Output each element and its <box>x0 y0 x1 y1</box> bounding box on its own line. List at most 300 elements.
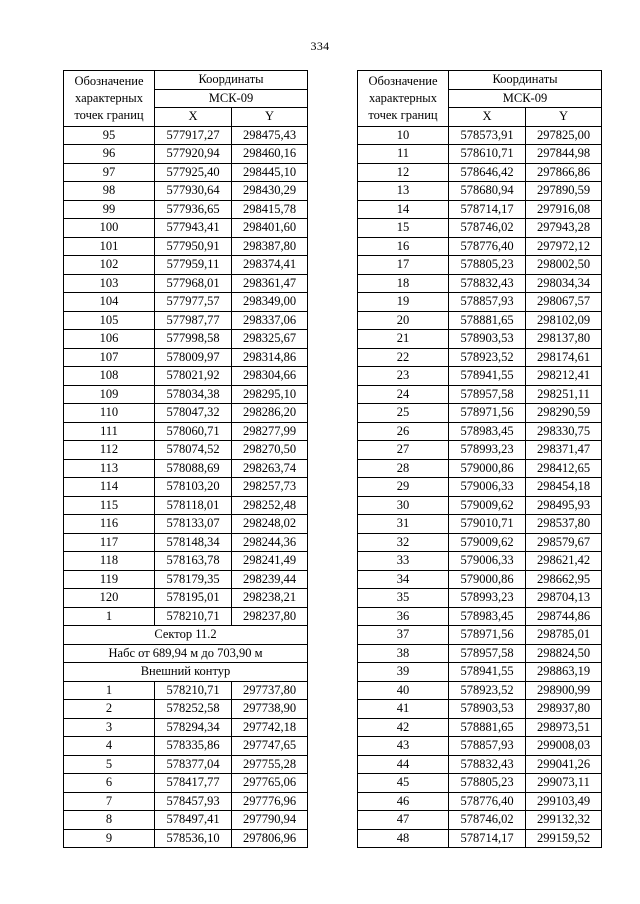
x-coordinate-cell: 577968,01 <box>155 274 232 293</box>
table-row <box>358 533 602 552</box>
point-number-cell: 26 <box>358 422 449 441</box>
designation-header-line: Обозначение <box>368 73 438 88</box>
y-coordinate-cell: 298252,48 <box>232 496 308 515</box>
y-coordinate-cell: 298248,02 <box>232 515 308 534</box>
table-row <box>64 718 308 737</box>
x-coordinate-cell: 577943,41 <box>155 219 232 238</box>
table-row <box>64 478 308 497</box>
designation-header-line: Обозначение <box>74 73 144 88</box>
y-coordinate-cell: 299103,49 <box>526 792 602 811</box>
x-coordinate-cell: 579009,62 <box>449 496 526 515</box>
table-row <box>358 496 602 515</box>
point-number-cell: 24 <box>358 385 449 404</box>
y-coordinate-cell: 298257,73 <box>232 478 308 497</box>
y-coordinate-cell: 298295,10 <box>232 385 308 404</box>
table-row <box>64 200 308 219</box>
x-coordinate-cell: 578252,58 <box>155 700 232 719</box>
y-coordinate-cell: 298412,65 <box>526 459 602 478</box>
table-row <box>64 829 308 848</box>
point-number-cell: 1 <box>64 681 155 700</box>
point-number-cell: 15 <box>358 219 449 238</box>
table-row <box>358 385 602 404</box>
page-number: 334 <box>310 39 330 53</box>
table-row <box>358 515 602 534</box>
table-row <box>358 126 602 145</box>
table-row <box>358 829 602 848</box>
table-row <box>358 367 602 386</box>
y-coordinate-cell: 298237,80 <box>232 607 308 626</box>
point-number-cell: 48 <box>358 829 449 848</box>
y-coordinate-cell: 298475,43 <box>232 126 308 145</box>
table-row <box>358 163 602 182</box>
y-coordinate-cell: 297890,59 <box>526 182 602 201</box>
coordinates-table-left <box>63 70 308 848</box>
table-row <box>358 237 602 256</box>
x-coordinate-cell: 578074,52 <box>155 441 232 460</box>
point-number-cell: 110 <box>64 404 155 423</box>
y-coordinate-cell: 299073,11 <box>526 774 602 793</box>
x-coordinate-cell: 578983,45 <box>449 422 526 441</box>
table-row <box>358 441 602 460</box>
point-number-cell: 104 <box>64 293 155 312</box>
table-row <box>358 792 602 811</box>
x-coordinate-cell: 577959,11 <box>155 256 232 275</box>
x-coordinate-cell: 577930,64 <box>155 182 232 201</box>
x-coordinate-cell: 578923,52 <box>449 348 526 367</box>
x-coordinate-cell: 578857,93 <box>449 293 526 312</box>
designation-header-line: характерных <box>369 90 437 105</box>
point-number-cell: 43 <box>358 737 449 756</box>
table-row <box>64 219 308 238</box>
table-row <box>358 589 602 608</box>
x-coordinate-cell: 578832,43 <box>449 274 526 293</box>
y-header: Y <box>526 108 602 127</box>
x-coordinate-cell: 578195,01 <box>155 589 232 608</box>
table-row <box>64 385 308 404</box>
x-header: X <box>449 108 526 127</box>
table-row <box>64 792 308 811</box>
point-number-cell: 6 <box>64 774 155 793</box>
y-coordinate-cell: 297972,12 <box>526 237 602 256</box>
y-coordinate-cell: 299159,52 <box>526 829 602 848</box>
table-row <box>64 182 308 201</box>
table-row <box>64 607 308 626</box>
point-number-cell: 44 <box>358 755 449 774</box>
point-number-cell: 22 <box>358 348 449 367</box>
y-coordinate-cell: 298744,86 <box>526 607 602 626</box>
point-number-cell: 4 <box>64 737 155 756</box>
y-coordinate-cell: 298387,80 <box>232 237 308 256</box>
y-coordinate-cell: 298371,47 <box>526 441 602 460</box>
table-row <box>64 126 308 145</box>
point-number-cell: 10 <box>358 126 449 145</box>
x-coordinate-cell: 578457,93 <box>155 792 232 811</box>
point-number-cell: 108 <box>64 367 155 386</box>
y-coordinate-cell: 298537,80 <box>526 515 602 534</box>
x-header: X <box>155 108 232 127</box>
point-number-cell: 2 <box>64 700 155 719</box>
y-coordinate-cell: 298034,34 <box>526 274 602 293</box>
x-coordinate-cell: 578971,56 <box>449 626 526 645</box>
x-coordinate-cell: 578047,32 <box>155 404 232 423</box>
point-number-cell: 32 <box>358 533 449 552</box>
y-coordinate-cell: 297747,65 <box>232 737 308 756</box>
x-coordinate-cell: 579009,62 <box>449 533 526 552</box>
x-coordinate-cell: 578179,35 <box>155 570 232 589</box>
x-coordinate-cell: 578210,71 <box>155 681 232 700</box>
point-number-cell: 7 <box>64 792 155 811</box>
table-row <box>358 311 602 330</box>
x-coordinate-cell: 578983,45 <box>449 607 526 626</box>
point-number-cell: 45 <box>358 774 449 793</box>
x-coordinate-cell: 578903,53 <box>449 330 526 349</box>
x-coordinate-cell: 578118,01 <box>155 496 232 515</box>
x-coordinate-cell: 578335,86 <box>155 737 232 756</box>
point-number-cell: 13 <box>358 182 449 201</box>
x-coordinate-cell: 578714,17 <box>449 200 526 219</box>
y-coordinate-cell: 298495,93 <box>526 496 602 515</box>
table-row <box>64 330 308 349</box>
y-coordinate-cell: 299008,03 <box>526 737 602 756</box>
table-row <box>64 681 308 700</box>
y-coordinate-cell: 298454,18 <box>526 478 602 497</box>
point-number-cell: 118 <box>64 552 155 571</box>
table-row <box>358 718 602 737</box>
point-number-cell: 113 <box>64 459 155 478</box>
x-coordinate-cell: 578610,71 <box>449 145 526 164</box>
table-row <box>64 496 308 515</box>
point-number-cell: 34 <box>358 570 449 589</box>
x-coordinate-cell: 578148,34 <box>155 533 232 552</box>
table-row <box>64 348 308 367</box>
table-row <box>64 515 308 534</box>
y-coordinate-cell: 297737,80 <box>232 681 308 700</box>
x-coordinate-cell: 579006,33 <box>449 552 526 571</box>
y-coordinate-cell: 298445,10 <box>232 163 308 182</box>
y-coordinate-cell: 298785,01 <box>526 626 602 645</box>
x-coordinate-cell: 578857,93 <box>449 737 526 756</box>
y-coordinate-cell: 299132,32 <box>526 811 602 830</box>
point-number-cell: 97 <box>64 163 155 182</box>
x-coordinate-cell: 578497,41 <box>155 811 232 830</box>
table-row <box>358 293 602 312</box>
y-coordinate-cell: 298460,16 <box>232 145 308 164</box>
point-number-cell: 16 <box>358 237 449 256</box>
point-number-cell: 96 <box>64 145 155 164</box>
x-coordinate-cell: 578573,91 <box>449 126 526 145</box>
y-coordinate-cell: 298662,95 <box>526 570 602 589</box>
table-row <box>358 570 602 589</box>
y-coordinate-cell: 298330,75 <box>526 422 602 441</box>
point-number-cell: 111 <box>64 422 155 441</box>
table-row <box>358 459 602 478</box>
x-coordinate-cell: 578163,78 <box>155 552 232 571</box>
point-number-cell: 17 <box>358 256 449 275</box>
y-coordinate-cell: 298212,41 <box>526 367 602 386</box>
table-row <box>358 681 602 700</box>
point-number-cell: 12 <box>358 163 449 182</box>
table-row <box>358 607 602 626</box>
point-number-cell: 23 <box>358 367 449 386</box>
x-coordinate-cell: 579000,86 <box>449 459 526 478</box>
x-coordinate-cell: 578680,94 <box>449 182 526 201</box>
y-coordinate-cell: 297755,28 <box>232 755 308 774</box>
y-coordinate-cell: 297844,98 <box>526 145 602 164</box>
y-coordinate-cell: 297916,08 <box>526 200 602 219</box>
point-number-cell: 103 <box>64 274 155 293</box>
x-coordinate-cell: 578009,97 <box>155 348 232 367</box>
point-number-cell: 42 <box>358 718 449 737</box>
designation-header <box>358 71 449 127</box>
x-coordinate-cell: 577987,77 <box>155 311 232 330</box>
y-coordinate-cell: 298263,74 <box>232 459 308 478</box>
x-coordinate-cell: 578034,38 <box>155 385 232 404</box>
point-number-cell: 102 <box>64 256 155 275</box>
point-number-cell: 100 <box>64 219 155 238</box>
y-coordinate-cell: 298579,67 <box>526 533 602 552</box>
designation-header-line: точек границ <box>74 107 144 122</box>
y-coordinate-cell: 298415,78 <box>232 200 308 219</box>
y-coordinate-cell: 297866,86 <box>526 163 602 182</box>
point-number-cell: 11 <box>358 145 449 164</box>
y-coordinate-cell: 297765,06 <box>232 774 308 793</box>
x-coordinate-cell: 578993,23 <box>449 441 526 460</box>
point-number-cell: 30 <box>358 496 449 515</box>
coordinates-header <box>155 71 308 90</box>
point-number-cell: 107 <box>64 348 155 367</box>
y-coordinate-cell: 298174,61 <box>526 348 602 367</box>
coordinates-header-line: Координаты <box>198 72 264 87</box>
x-coordinate-cell: 578103,20 <box>155 478 232 497</box>
y-coordinate-cell: 297943,28 <box>526 219 602 238</box>
point-number-cell: 41 <box>358 700 449 719</box>
x-coordinate-cell: 578971,56 <box>449 404 526 423</box>
point-number-cell: 31 <box>358 515 449 534</box>
x-coordinate-cell: 578993,23 <box>449 589 526 608</box>
x-coordinate-cell: 578377,04 <box>155 755 232 774</box>
point-number-cell: 35 <box>358 589 449 608</box>
y-coordinate-cell: 297825,00 <box>526 126 602 145</box>
table-row <box>358 256 602 275</box>
point-number-cell: 116 <box>64 515 155 534</box>
table-row <box>64 774 308 793</box>
coordinate-system-header: МСК-09 <box>155 89 308 108</box>
y-coordinate-cell: 299041,26 <box>526 755 602 774</box>
x-coordinate-cell: 577977,57 <box>155 293 232 312</box>
x-coordinate-cell: 578714,17 <box>449 829 526 848</box>
table-row <box>64 145 308 164</box>
y-coordinate-cell: 298277,99 <box>232 422 308 441</box>
table-row <box>64 570 308 589</box>
point-number-cell: 37 <box>358 626 449 645</box>
x-coordinate-cell: 577936,65 <box>155 200 232 219</box>
point-number-cell: 109 <box>64 385 155 404</box>
table-row <box>358 811 602 830</box>
x-coordinate-cell: 577920,94 <box>155 145 232 164</box>
table-row <box>358 422 602 441</box>
point-number-cell: 14 <box>358 200 449 219</box>
point-number-cell: 25 <box>358 404 449 423</box>
table-row <box>358 644 602 663</box>
x-coordinate-cell: 577950,91 <box>155 237 232 256</box>
point-number-cell: 9 <box>64 829 155 848</box>
y-coordinate-cell: 298863,19 <box>526 663 602 682</box>
table-row <box>64 274 308 293</box>
table-row <box>64 367 308 386</box>
point-number-cell: 39 <box>358 663 449 682</box>
x-coordinate-cell: 578746,02 <box>449 811 526 830</box>
table-row <box>64 293 308 312</box>
x-coordinate-cell: 577998,58 <box>155 330 232 349</box>
point-number-cell: 38 <box>358 644 449 663</box>
x-coordinate-cell: 578417,77 <box>155 774 232 793</box>
x-coordinate-cell: 578021,92 <box>155 367 232 386</box>
y-coordinate-cell: 298244,36 <box>232 533 308 552</box>
x-coordinate-cell: 578881,65 <box>449 718 526 737</box>
point-number-cell: 120 <box>64 589 155 608</box>
y-coordinate-cell: 298314,86 <box>232 348 308 367</box>
table-row <box>358 200 602 219</box>
table-row <box>64 552 308 571</box>
y-coordinate-cell: 298937,80 <box>526 700 602 719</box>
point-number-cell: 3 <box>64 718 155 737</box>
x-coordinate-cell: 578088,69 <box>155 459 232 478</box>
point-number-cell: 101 <box>64 237 155 256</box>
x-coordinate-cell: 578941,55 <box>449 663 526 682</box>
y-coordinate-cell: 298270,50 <box>232 441 308 460</box>
table-row <box>358 274 602 293</box>
y-coordinate-cell: 298290,59 <box>526 404 602 423</box>
y-coordinate-cell: 298304,66 <box>232 367 308 386</box>
x-coordinate-cell: 578646,42 <box>449 163 526 182</box>
x-coordinate-cell: 578941,55 <box>449 367 526 386</box>
y-coordinate-cell: 297806,96 <box>232 829 308 848</box>
table-row <box>358 145 602 164</box>
contour-title: Внешний контур <box>64 663 308 682</box>
point-number-cell: 21 <box>358 330 449 349</box>
table-row <box>64 755 308 774</box>
x-coordinate-cell: 578957,58 <box>449 644 526 663</box>
y-coordinate-cell: 298137,80 <box>526 330 602 349</box>
y-coordinate-cell: 298102,09 <box>526 311 602 330</box>
y-coordinate-cell: 298900,99 <box>526 681 602 700</box>
x-coordinate-cell: 578776,40 <box>449 792 526 811</box>
table-row <box>358 737 602 756</box>
x-coordinate-cell: 579010,71 <box>449 515 526 534</box>
y-coordinate-cell: 298241,49 <box>232 552 308 571</box>
x-coordinate-cell: 578805,23 <box>449 256 526 275</box>
x-coordinate-cell: 577925,40 <box>155 163 232 182</box>
x-coordinate-cell: 578536,10 <box>155 829 232 848</box>
y-coordinate-cell: 298824,50 <box>526 644 602 663</box>
y-coordinate-cell: 298325,67 <box>232 330 308 349</box>
point-number-cell: 20 <box>358 311 449 330</box>
point-number-cell: 105 <box>64 311 155 330</box>
point-number-cell: 115 <box>64 496 155 515</box>
point-number-cell: 18 <box>358 274 449 293</box>
point-number-cell: 36 <box>358 607 449 626</box>
table-row <box>64 459 308 478</box>
table-row <box>358 663 602 682</box>
designation-header-line: точек границ <box>368 107 438 122</box>
point-number-cell: 1 <box>64 607 155 626</box>
x-coordinate-cell: 578133,07 <box>155 515 232 534</box>
y-coordinate-cell: 298067,57 <box>526 293 602 312</box>
x-coordinate-cell: 578805,23 <box>449 774 526 793</box>
point-number-cell: 28 <box>358 459 449 478</box>
table-row <box>358 478 602 497</box>
y-coordinate-cell: 298621,42 <box>526 552 602 571</box>
point-number-cell: 98 <box>64 182 155 201</box>
table-row <box>358 348 602 367</box>
table-row <box>64 163 308 182</box>
x-coordinate-cell: 578832,43 <box>449 755 526 774</box>
point-number-cell: 40 <box>358 681 449 700</box>
table-row <box>64 256 308 275</box>
x-coordinate-cell: 578903,53 <box>449 700 526 719</box>
y-coordinate-cell: 298401,60 <box>232 219 308 238</box>
table-row <box>64 533 308 552</box>
x-coordinate-cell: 577917,27 <box>155 126 232 145</box>
x-coordinate-cell: 578210,71 <box>155 607 232 626</box>
y-coordinate-cell: 298430,29 <box>232 182 308 201</box>
table-row <box>358 552 602 571</box>
y-header: Y <box>232 108 308 127</box>
designation-header-line: характерных <box>75 90 143 105</box>
table-row <box>358 755 602 774</box>
y-coordinate-cell: 298337,06 <box>232 311 308 330</box>
coordinates-header-line: Координаты <box>492 72 558 87</box>
table-row <box>64 737 308 756</box>
point-number-cell: 27 <box>358 441 449 460</box>
point-number-cell: 114 <box>64 478 155 497</box>
point-number-cell: 99 <box>64 200 155 219</box>
table-row <box>358 219 602 238</box>
y-coordinate-cell: 298361,47 <box>232 274 308 293</box>
sector-title: Сектор 11.2 <box>64 626 308 645</box>
x-coordinate-cell: 578776,40 <box>449 237 526 256</box>
y-coordinate-cell: 297776,96 <box>232 792 308 811</box>
x-coordinate-cell: 578881,65 <box>449 311 526 330</box>
table-row <box>358 626 602 645</box>
y-coordinate-cell: 297790,94 <box>232 811 308 830</box>
y-coordinate-cell: 298251,11 <box>526 385 602 404</box>
coordinate-system-header: МСК-09 <box>449 89 602 108</box>
table-row <box>358 404 602 423</box>
point-number-cell: 106 <box>64 330 155 349</box>
table-row <box>64 811 308 830</box>
point-number-cell: 19 <box>358 293 449 312</box>
table-row <box>64 422 308 441</box>
y-coordinate-cell: 297738,90 <box>232 700 308 719</box>
y-coordinate-cell: 298374,41 <box>232 256 308 275</box>
y-coordinate-cell: 298002,50 <box>526 256 602 275</box>
table-row <box>358 330 602 349</box>
point-number-cell: 5 <box>64 755 155 774</box>
x-coordinate-cell: 579006,33 <box>449 478 526 497</box>
table-row <box>358 774 602 793</box>
table-row <box>64 404 308 423</box>
x-coordinate-cell: 578923,52 <box>449 681 526 700</box>
x-coordinate-cell: 578294,34 <box>155 718 232 737</box>
y-coordinate-cell: 298349,00 <box>232 293 308 312</box>
sector-height-range: Набс от 689,94 м до 703,90 м <box>64 644 308 663</box>
point-number-cell: 33 <box>358 552 449 571</box>
point-number-cell: 29 <box>358 478 449 497</box>
y-coordinate-cell: 297742,18 <box>232 718 308 737</box>
x-coordinate-cell: 578957,58 <box>449 385 526 404</box>
point-number-cell: 117 <box>64 533 155 552</box>
